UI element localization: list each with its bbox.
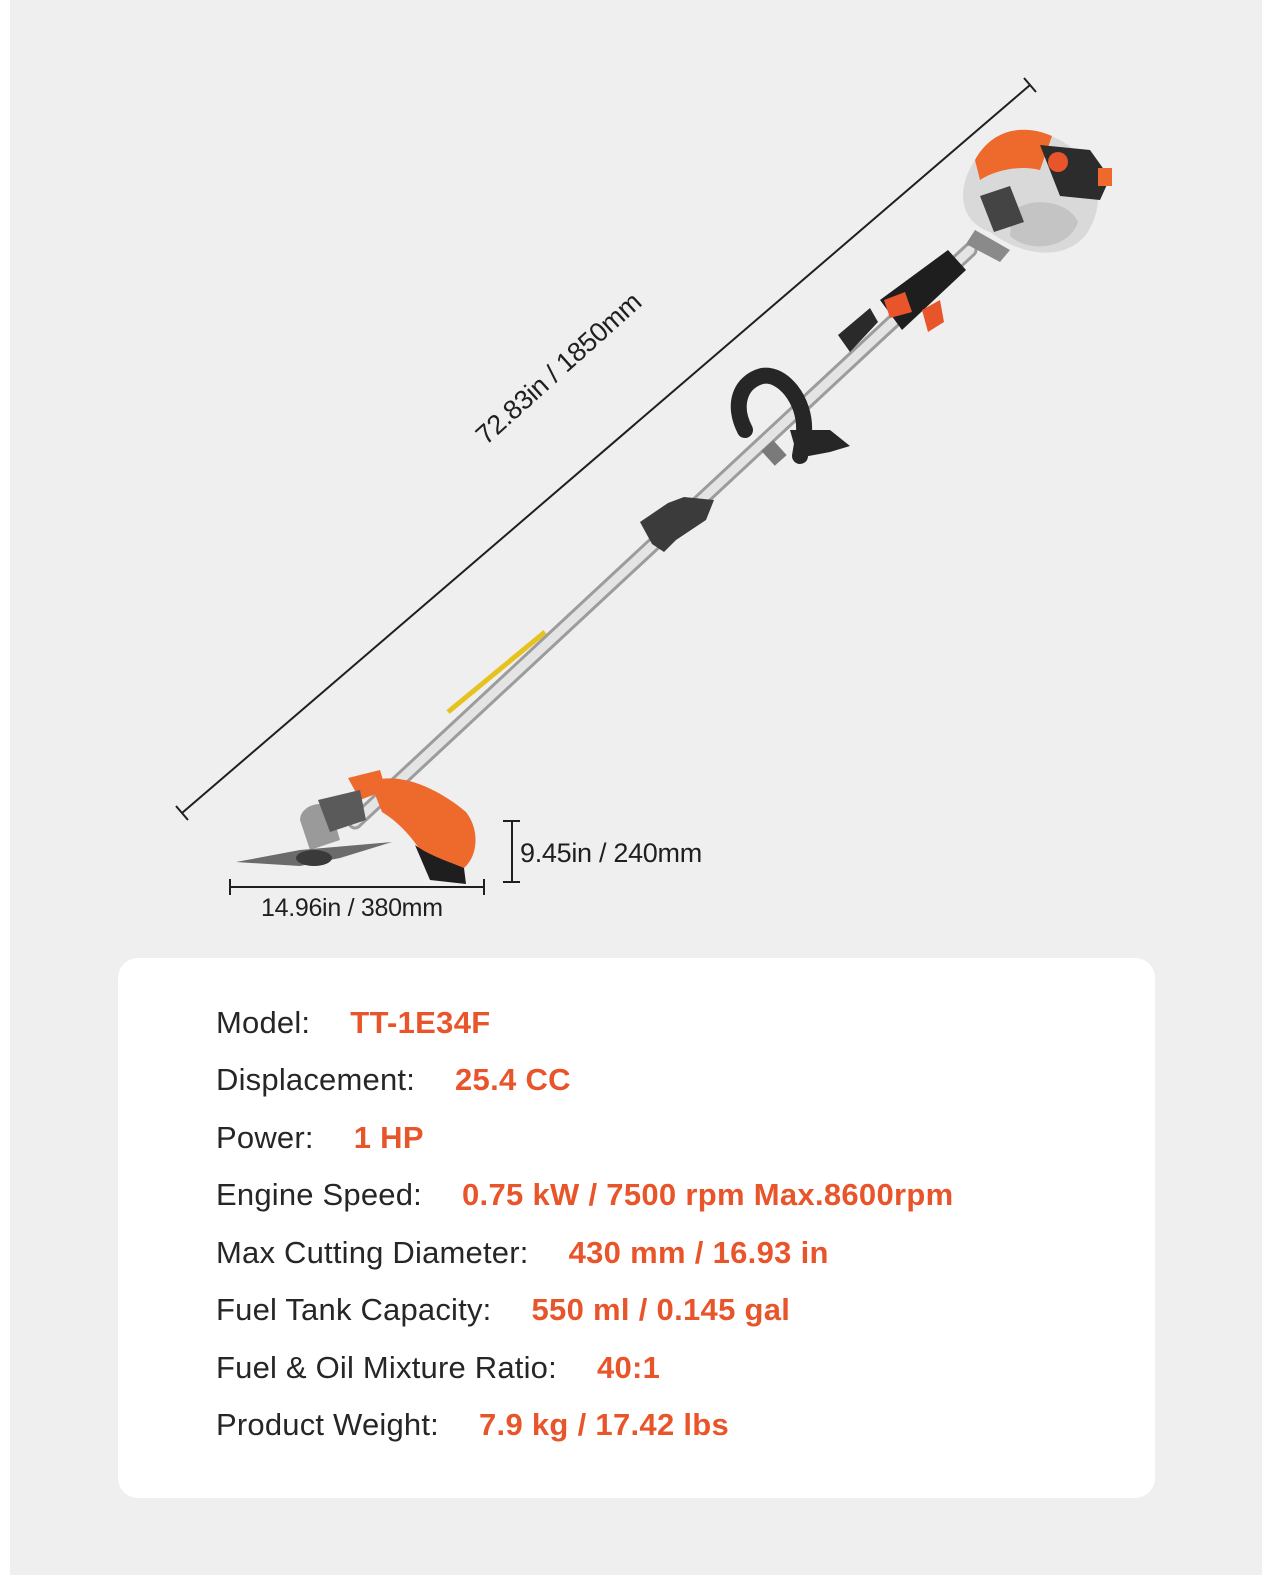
spec-label: Fuel Tank Capacity:	[216, 1292, 492, 1327]
engine	[963, 130, 1112, 262]
spec-value: 430 mm / 16.93 in	[568, 1235, 829, 1270]
spec-card	[118, 958, 1155, 1498]
spec-value: 7.9 kg / 17.42 lbs	[478, 1407, 730, 1442]
spec-row-mixture-ratio	[216, 1346, 660, 1390]
spec-value: 40:1	[596, 1350, 661, 1385]
spec-row-displacement	[216, 1058, 571, 1102]
spec-value: 25.4 CC	[455, 1062, 571, 1097]
spec-row-power	[216, 1116, 424, 1160]
height-dimension-label: 9.45in / 240mm	[520, 838, 702, 868]
spec-row-cutting-diameter	[216, 1231, 829, 1275]
spec-label: Max Cutting Diameter:	[216, 1235, 529, 1270]
spec-row-weight	[216, 1403, 729, 1447]
spec-label: Product Weight:	[216, 1407, 439, 1442]
spec-row-model	[216, 1001, 490, 1045]
spec-row-engine-speed	[216, 1173, 953, 1217]
spec-label: Power:	[216, 1120, 314, 1155]
width-dimension-label: 14.96in / 380mm	[261, 894, 443, 922]
spec-label: Model:	[216, 1005, 311, 1040]
spec-label: Displacement:	[216, 1062, 416, 1097]
spec-value: TT-1E34F	[350, 1005, 491, 1040]
spec-label: Engine Speed:	[216, 1177, 422, 1212]
throttle-handle	[838, 250, 966, 352]
length-dimension-label: 72.83in / 1850mm	[470, 286, 648, 451]
spec-value: 0.75 kW / 7500 rpm Max.8600rpm	[462, 1177, 954, 1212]
spec-value: 550 ml / 0.145 gal	[531, 1292, 791, 1327]
spec-label: Fuel & Oil Mixture Ratio:	[216, 1350, 557, 1385]
height-dimension-line	[503, 821, 520, 882]
trimmer-head	[300, 770, 476, 884]
spec-row-fuel-tank	[216, 1288, 790, 1332]
length-dimension-line	[176, 78, 1036, 820]
spec-value: 1 HP	[353, 1120, 424, 1155]
